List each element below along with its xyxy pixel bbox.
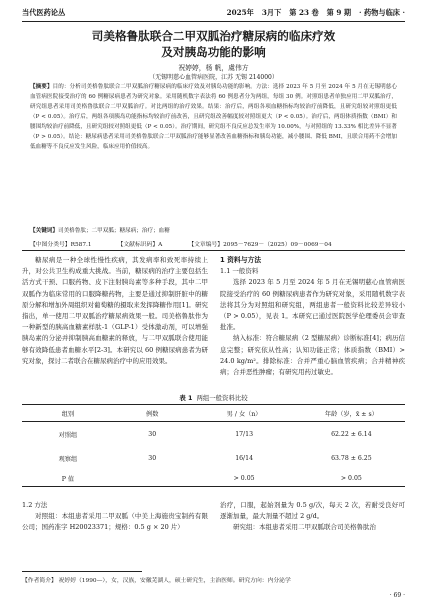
author-list: 祝婷婷，杨 帆，虞伟方	[178, 64, 249, 72]
issue-info: 2025年 3月下 第 23 卷 第 9 期 · 药物与临床 ·	[226, 8, 405, 17]
abstract-text: 目的：分析司美格鲁肽联合二甲双胍治疗糖尿病的临床疗效及对胰岛功能的影响。方法：选择 2023 年 5 月至 2024 年 5 月在无锡明慈心血管病医院接受治疗的 60 例糖尿病患者为研究对象。采用随机数字表法将 60 例患者分为两组，每组 30 例。对照组患者单独应用二甲双胍治疗，研究组患者采用司美格鲁肽联合二甲双胍治疗。对比两组的治疗效果。结果：治疗后，两组各项血糖指标均较治疗前降低，且研究组较对照组更低（P < 0.05）。治疗后，两组各项胰岛功能指标均较治疗前改善，且研究组改善幅度较对照组更大（P < 0.05）。治疗后，两组体质指数（BMI）和腰围均较治疗前降低，且研究组较对照组更低（P < 0.05）。治疗期间，研究组不良反应总发生率为 10.00%，与对照组的 13.33% 相比差异不显著（P > 0.05）。结论：糖尿病患者采用司美格鲁肽联合二甲双胍治疗能够显著改善血糖指标和胰岛功能，减小腰围、降低 BMI，且联合用药不会增加低血糖等不良反应发生风险，临床应用价值较高。	[30, 84, 397, 150]
table-row: 对照组 30 17/13 62.22 ± 6.14	[58, 430, 372, 439]
study-group-text: 研究组：本组患者采用二甲双胍联合司美格鲁肽治	[233, 523, 376, 532]
abstract-divider	[22, 250, 405, 251]
article-title: 司美格鲁肽联合二甲双胍治疗糖尿病的临床疗效 及对胰岛功能的影响	[91, 29, 336, 59]
control-group-text: 对照组：本组患者采用二甲双胍（中美上海施贵宝制药有限公司；国药准字 H20023371；规格：0.5 g × 20 片）	[22, 512, 208, 532]
method-left	[22, 500, 208, 534]
method-heading: 1.2 方法	[22, 501, 48, 509]
clc-number: 【中图分类号】R587.1	[30, 242, 92, 248]
criteria-paragraph: 纳入标准：符合糖尿病（2 型糖尿病）诊断标准[4]；病历信息完整；研究依从性高；认知功能正常；体质指数（BMI）> 24.0 kg/m²。排除标准：合并严重心脑血管疾病；合并精神疾病；合并恶性肿瘤；有研究用药过敏史。	[220, 334, 405, 377]
left-column	[22, 255, 208, 367]
general-data-paragraph: 选择 2023 年 5 月至 2024 年 5 月在无锡明慈心血管病医院接受治疗的 60 例糖尿病患者作为研究对象，采用随机数字表法将其分为对照组和研究组，两组患者一般资料比较差异较小（P > 0.05），见表 1。本研究已通过医院医学伦理委员会审查批准。	[220, 278, 405, 332]
running-header	[22, 6, 405, 20]
subsection-heading: 1.1 一般资料	[220, 267, 259, 276]
dosage-text: 治疗，口服，起始剂量为 0.5 g/次，每天 2 次，若耐受良好可逐渐加量，最大剂量不超过 2 g/d。	[220, 501, 405, 521]
abstract-label: 【摘要】	[30, 84, 53, 90]
abstract	[30, 82, 397, 152]
document-code: 【文献标识码】A	[117, 242, 163, 248]
affiliation: （无锡明慈心血管病医院，江苏 无锡 214000）	[149, 74, 278, 81]
table-row: 观察组 30 16/14 63.78 ± 6.25	[58, 454, 372, 463]
header-rule	[22, 21, 405, 22]
introduction-paragraph: 糖尿病是一种全球性慢性疾病，其发病率和致死率持续上升，对公共卫生构成重大挑战。当前，糖尿病的治疗主要包括生活方式干预、口服药物、皮下注射胰岛素等多种手段，其中二甲双胍作为临床常用的口服降糖药物，主要是通过抑制肝脏中的糖原分解和增加外周组织对葡萄糖的摄取来发挥降糖作用[1]。研究指出，单一使用二甲双胍治疗糖尿病效果一般。司美格鲁肽作为一种新型的胰高血糖素样肽-1（GLP-1）受体激动剂，可以增强胰岛素的分泌并抑制胰高血糖素的释放，与二甲双胍联合使用能够有效降低患者血糖水平[2-3]。本研究以 60 例糖尿病患者为研究对象，探讨二者联合在糖尿病治疗中的应用效果。	[22, 256, 208, 365]
page-number: · 69 ·	[389, 592, 405, 599]
classification-row	[30, 239, 397, 248]
section-label: · 药物与临床 ·	[359, 8, 405, 17]
table-caption: 表 1 两组一般资料比较	[179, 394, 248, 402]
baseline-table	[22, 404, 405, 487]
journal-name: 当代医药论丛	[22, 8, 66, 17]
right-column	[220, 255, 405, 378]
author-bio-footnote: 【作者简介】 祝婷婷（1990—），女，汉族，安徽芜湖人，硕士研究生，主治医师。研究方向：内分泌学	[22, 578, 291, 584]
article-number: 【文章编号】2095－7629－（2025）09－0069－04	[188, 242, 332, 248]
table-row: P 值 > 0.05 > 0.05	[22, 470, 405, 487]
method-right	[220, 500, 405, 534]
section-heading: 1 资料与方法	[220, 256, 262, 264]
footnote-rule	[22, 571, 142, 572]
table-header-row: 组别 例数 男 / 女（n） 年龄（岁，x̄ ± s）	[22, 405, 405, 422]
keywords: 【关键词】司美格鲁肽；二甲双胍；糖尿病；治疗；血糖	[30, 228, 170, 234]
